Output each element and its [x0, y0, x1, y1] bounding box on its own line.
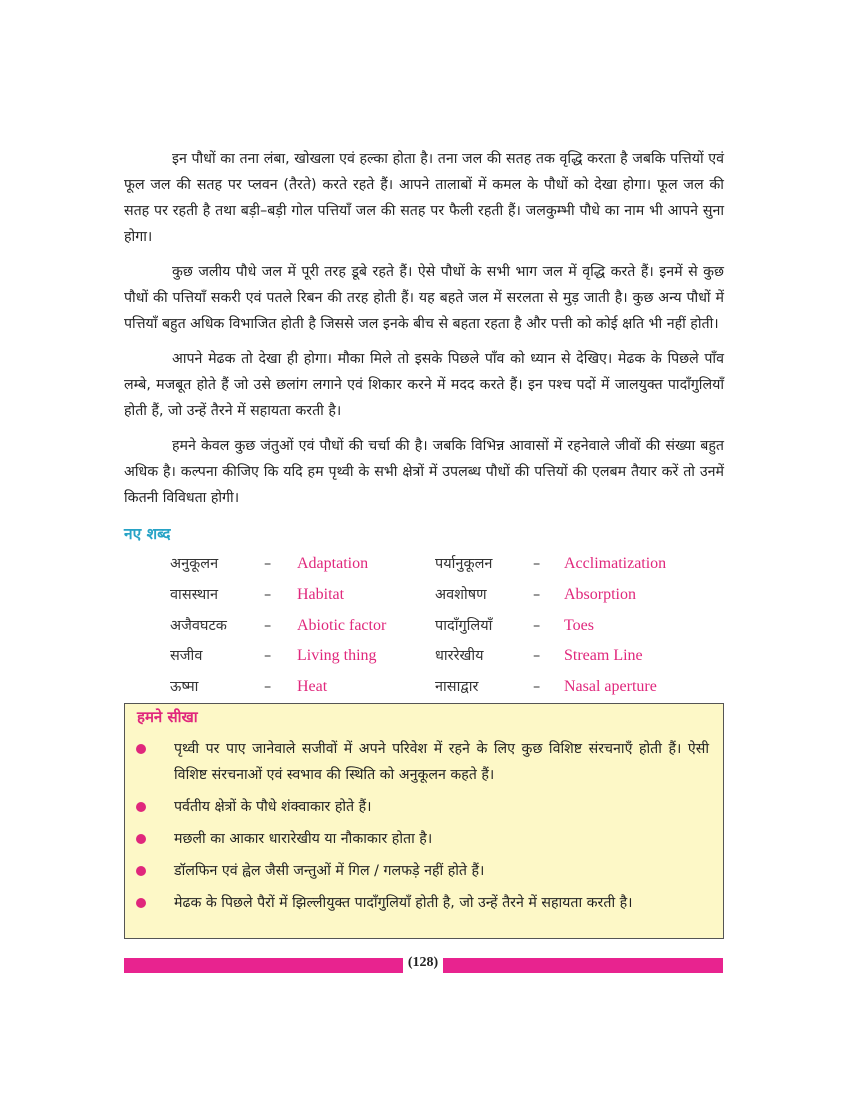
english-term: Absorption — [564, 585, 636, 603]
word-row — [170, 583, 730, 614]
hindi-term: पादाँगुलियाँ — [435, 617, 493, 634]
footer-bar — [443, 958, 723, 973]
dash: – — [533, 556, 541, 572]
list-item — [125, 826, 723, 852]
english-term: Adaptation — [297, 555, 369, 572]
hindi-term: ऊष्मा — [170, 679, 199, 696]
english-term: Habitat — [297, 585, 345, 603]
hindi-term: वासस्थान — [170, 586, 219, 603]
dash: – — [533, 648, 541, 665]
dash: – — [264, 617, 272, 634]
bullet-icon — [136, 744, 146, 754]
list-item — [125, 890, 723, 916]
body-text — [124, 146, 724, 520]
dash: – — [264, 586, 272, 603]
summary-box — [124, 703, 724, 939]
bullet-icon — [136, 802, 146, 812]
hindi-term: अनुकूलन — [170, 556, 219, 572]
list-item-text: डॉलफिन एवं ह्वेल जैसी जन्तुओं में गिल / गलफड़े नहीं होते हैं। — [174, 863, 485, 879]
word-row — [170, 644, 730, 675]
word-row — [170, 552, 730, 583]
word-row — [170, 614, 730, 645]
english-term: Heat — [297, 678, 328, 696]
summary-heading: हमने सीखा — [137, 708, 198, 726]
dash: – — [533, 617, 541, 634]
hindi-term: सजीव — [170, 648, 203, 665]
new-words-table — [170, 552, 730, 706]
dash: – — [264, 648, 272, 665]
bullet-icon — [136, 866, 146, 876]
list-item-text: पर्वतीय क्षेत्रों के पौधे शंक्वाकार होते हैं। — [174, 799, 372, 815]
english-term: Acclimatization — [564, 555, 667, 572]
bullet-icon — [136, 898, 146, 908]
english-term: Living thing — [297, 647, 377, 665]
dash: – — [533, 586, 541, 603]
list-item-text: मेढक के पिछले पैरों में झिल्लीयुक्त पादाँगुलियाँ होती है, जो उन्हें तैरने में सहायता करती है। — [174, 895, 633, 911]
hindi-term: अवशोषण — [435, 586, 487, 603]
hindi-term: धाररेखीय — [435, 648, 484, 665]
footer-bar — [124, 958, 403, 973]
bullet-icon — [136, 834, 146, 844]
dash: – — [264, 679, 272, 696]
word-row — [170, 675, 730, 706]
english-term: Toes — [564, 616, 594, 634]
paragraph: कुछ जलीय पौधे जल में पूरी तरह डूबे रहते हैं। ऐसे पौधों के सभी भाग जल में वृद्धि करते हैं। इनमें से कुछ पौधों की पत्तियाँ सकरी एवं पतले रिबन की तरह होती हैं। यह बहते जल में सरलता से मुड़ जाती है। कुछ अन्य पौधों में पत्तियाँ बहुत अधिक विभाजित होती है जिससे जल इनके बीच से बहता रहता है और पत्ती को कोई क्षति भी नहीं होती। — [124, 264, 724, 332]
english-term: Nasal aperture — [564, 678, 657, 696]
summary-list — [125, 736, 723, 922]
list-item-text: पृथ्वी पर पाए जानेवाले सजीवों में अपने परिवेश में रहने के लिए कुछ विशिष्ट संरचनाएँ होती हैं। ऐसी विशिष्ट संरचनाओं एवं स्वभाव की स्थिति को अनुकूलन कहते हैं। — [174, 741, 709, 783]
hindi-term: पर्यानुकूलन — [435, 556, 493, 572]
list-item — [125, 736, 723, 788]
paragraph: इन पौधों का तना लंबा, खोखला एवं हल्का होता है। तना जल की सतह तक वृद्धि करता है जबकि पत्तियों एवं फूल जल की सतह पर प्लवन (तैरते) करते रहते हैं। आपने तालाबों में कमल के पौधों को देखा होगा। फूल जल की सतह पर रहती है तथा बड़ी–बड़ी गोल पत्तियाँ जल की सतह पर फैली रहती हैं। जलकुम्भी पौधे का नाम भी आपने सुना होगा। — [124, 151, 724, 245]
dash: – — [264, 556, 272, 572]
page-number: (128) — [407, 955, 439, 970]
list-item — [125, 858, 723, 884]
new-words-heading: नए शब्द — [124, 525, 171, 543]
hindi-term: नासाद्वार — [435, 679, 479, 696]
english-term: Stream Line — [564, 647, 643, 665]
list-item — [125, 794, 723, 820]
hindi-term: अजैवघटक — [170, 617, 227, 634]
paragraph: हमने केवल कुछ जंतुओं एवं पौधों की चर्चा की है। जबकि विभिन्न आवासों में रहनेवाले जीवों की संख्या बहुत अधिक है। कल्पना कीजिए कि यदि हम पृथ्वी के सभी क्षेत्रों में उपलब्ध पौधों की पत्तियों की एलबम तैयार करें तो उनमें कितनी विविधता होगी। — [124, 438, 724, 506]
paragraph: आपने मेढक तो देखा ही होगा। मौका मिले तो इसके पिछले पाँव को ध्यान से देखिए। मेढक के पिछले पाँव लम्बे, मजबूत होते हैं जो उसे छलांग लगाने एवं शिकार करने में मदद करते हैं। इन पश्च पदों में जालयुक्त पादाँगुलियाँ होती हैं, जो उन्हें तैरने में सहायता करती है। — [124, 351, 724, 419]
dash: – — [533, 679, 541, 696]
list-item-text: मछली का आकार धारारेखीय या नौकाकार होता है। — [174, 831, 433, 847]
english-term: Abiotic factor — [297, 616, 387, 634]
